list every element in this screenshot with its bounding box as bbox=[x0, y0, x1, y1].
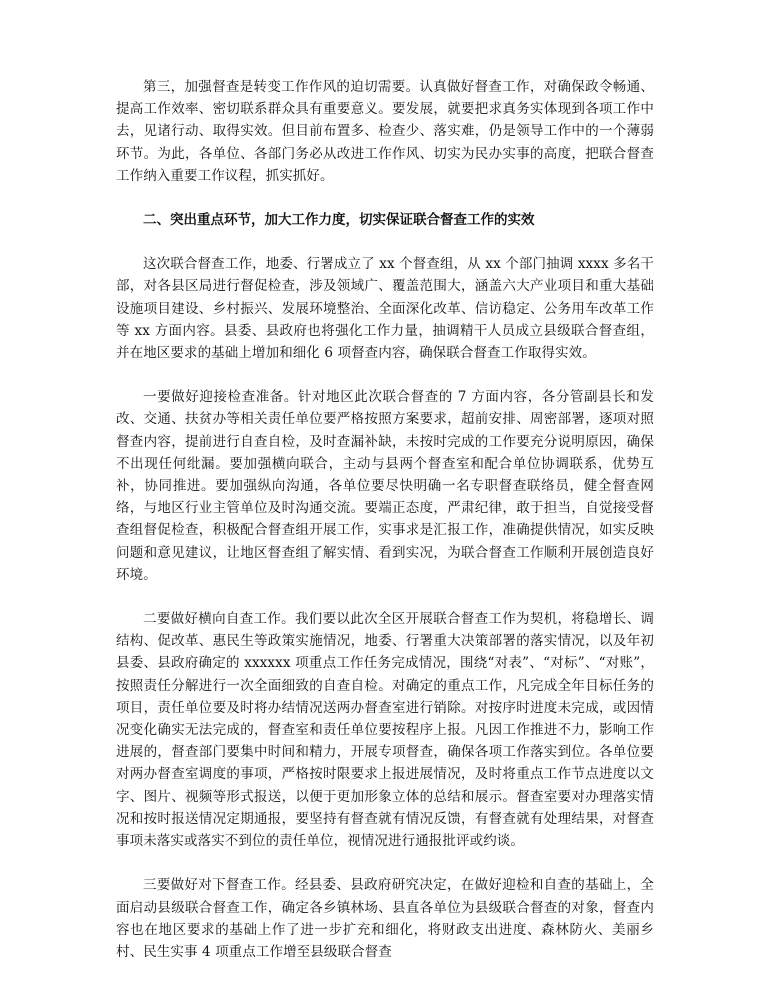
section-heading: 二、突出重点环节，加大工作力度，切实保证联合督查工作的实效 bbox=[143, 212, 535, 229]
paragraph-gap bbox=[116, 364, 654, 386]
document-page bbox=[116, 76, 654, 963]
paragraph-inspection-necessity: 第三，加强督查是转变工作作风的迫切需要。认真做好督查工作，对确保政令畅通、提高工作效率、密切联系群众具有重要意义。要发展，就要把求真务实体现到各项工作中去，见诸行动、取得实效。但目前布置多、检查少、落实难，仍是领导工作中的一个薄弱环节。为此，各单位、各部门务必从改进工作作风、切实为民办实事的高度，把联合督查工作纳入重要工作议程，抓实抓好。 bbox=[116, 79, 654, 184]
paragraph-gap bbox=[116, 187, 654, 209]
paragraph-gap bbox=[116, 586, 654, 608]
paragraph-joint-inspection-overview: 这次联合督查工作，地委、行署成立了 xx 个督查组，从 xx 个部门抽调 xxxx 多名干部，对各县区局进行督促检查，涉及领域广、覆盖范围大，涵盖六大产业项目和重大基础设施项目建设、乡村振兴、发展环境整治、全面深化改革、信访稳定、公务用车改革工作等 xx 方面内容。县委、县政府也将强化工作力量，抽调精干人员成立县级联合督查组，并在地区要求的基础上增加和细化 6 项督查内容，确保联合督查工作取得实效。 bbox=[116, 256, 654, 362]
paragraph-downward-inspection: 三要做好对下督查工作。经县委、县政府研究决定，在做好迎检和自查的基础上，全面启动县级联合督查工作，确定各乡镇林场、县直各单位为县级联合督查的对象，督查内容也在地区要求的基础上作了进一步扩充和细化，将财政支出进度、森林防火、美丽乡村、民生实事 4 项重点工作增至县级联合督查 bbox=[116, 877, 654, 960]
paragraph-prepare-for-inspection: 一要做好迎接检查准备。针对地区此次联合督查的 7 方面内容，各分管副县长和发改、交通、扶贫办等相关责任单位要严格按照方案要求，超前安排、周密部署，逐项对照督查内容，提前进行自查自检，及时查漏补缺，未按时完成的工作要充分说明原因，确保不出现任何纰漏。要加强横向联合，主动与县两个督查室和配合单位协调联系，优势互补，协同推进。要加强纵向沟通，各单位要尽快明确一名专职督查联络员，健全督查网络，与地区行业主管单位及时沟通交流。要端正态度，严肃纪律，敢于担当，自觉接受督查组督促检查，积极配合督查组开展工作，实事求是汇报工作，准确提供情况，如实反映问题和意见建议，让地区督查组了解实情、看到实况，为联合督查工作顺利开展创造良好环境。 bbox=[116, 389, 654, 583]
paragraph-gap bbox=[116, 852, 654, 874]
paragraph-gap bbox=[116, 231, 654, 253]
paragraph-self-inspection: 二要做好横向自查工作。我们要以此次全区开展联合督查工作为契机，将稳增长、调结构、促改革、惠民生等政策实施情况，地委、行署重大决策部署的落实情况，以及年初县委、县政府确定的 xxxxxx 项重点工作任务完成情况，围绕“对表”、“对标”、“对账”，按照责任分解进行一次全面细致的自查自检。对确定的重点工作，凡完成全年目标任务的项目，责任单位要及时将办结情况送两办督查室进行销除。对按序时进度未完成，或因情况变化确实无法完成的，督查室和责任单位要按程序上报。凡因工作推进不力，影响工作进展的，督查部门要集中时间和精力，开展专项督查，确保各项工作落实到位。各单位要对两办督查室调度的事项，严格按时限要求上报进展情况，及时将重点工作节点进度以文字、图片、视频等形式报送，以便于更加形象立体的总结和展示。督查室要对办理落实情况和按时报送情况定期通报，要坚持有督查就有情况反馈，有督查就有处理结果，对督查事项未落实或落实不到位的责任单位，视情况进行通报批评或约谈。 bbox=[116, 611, 654, 850]
